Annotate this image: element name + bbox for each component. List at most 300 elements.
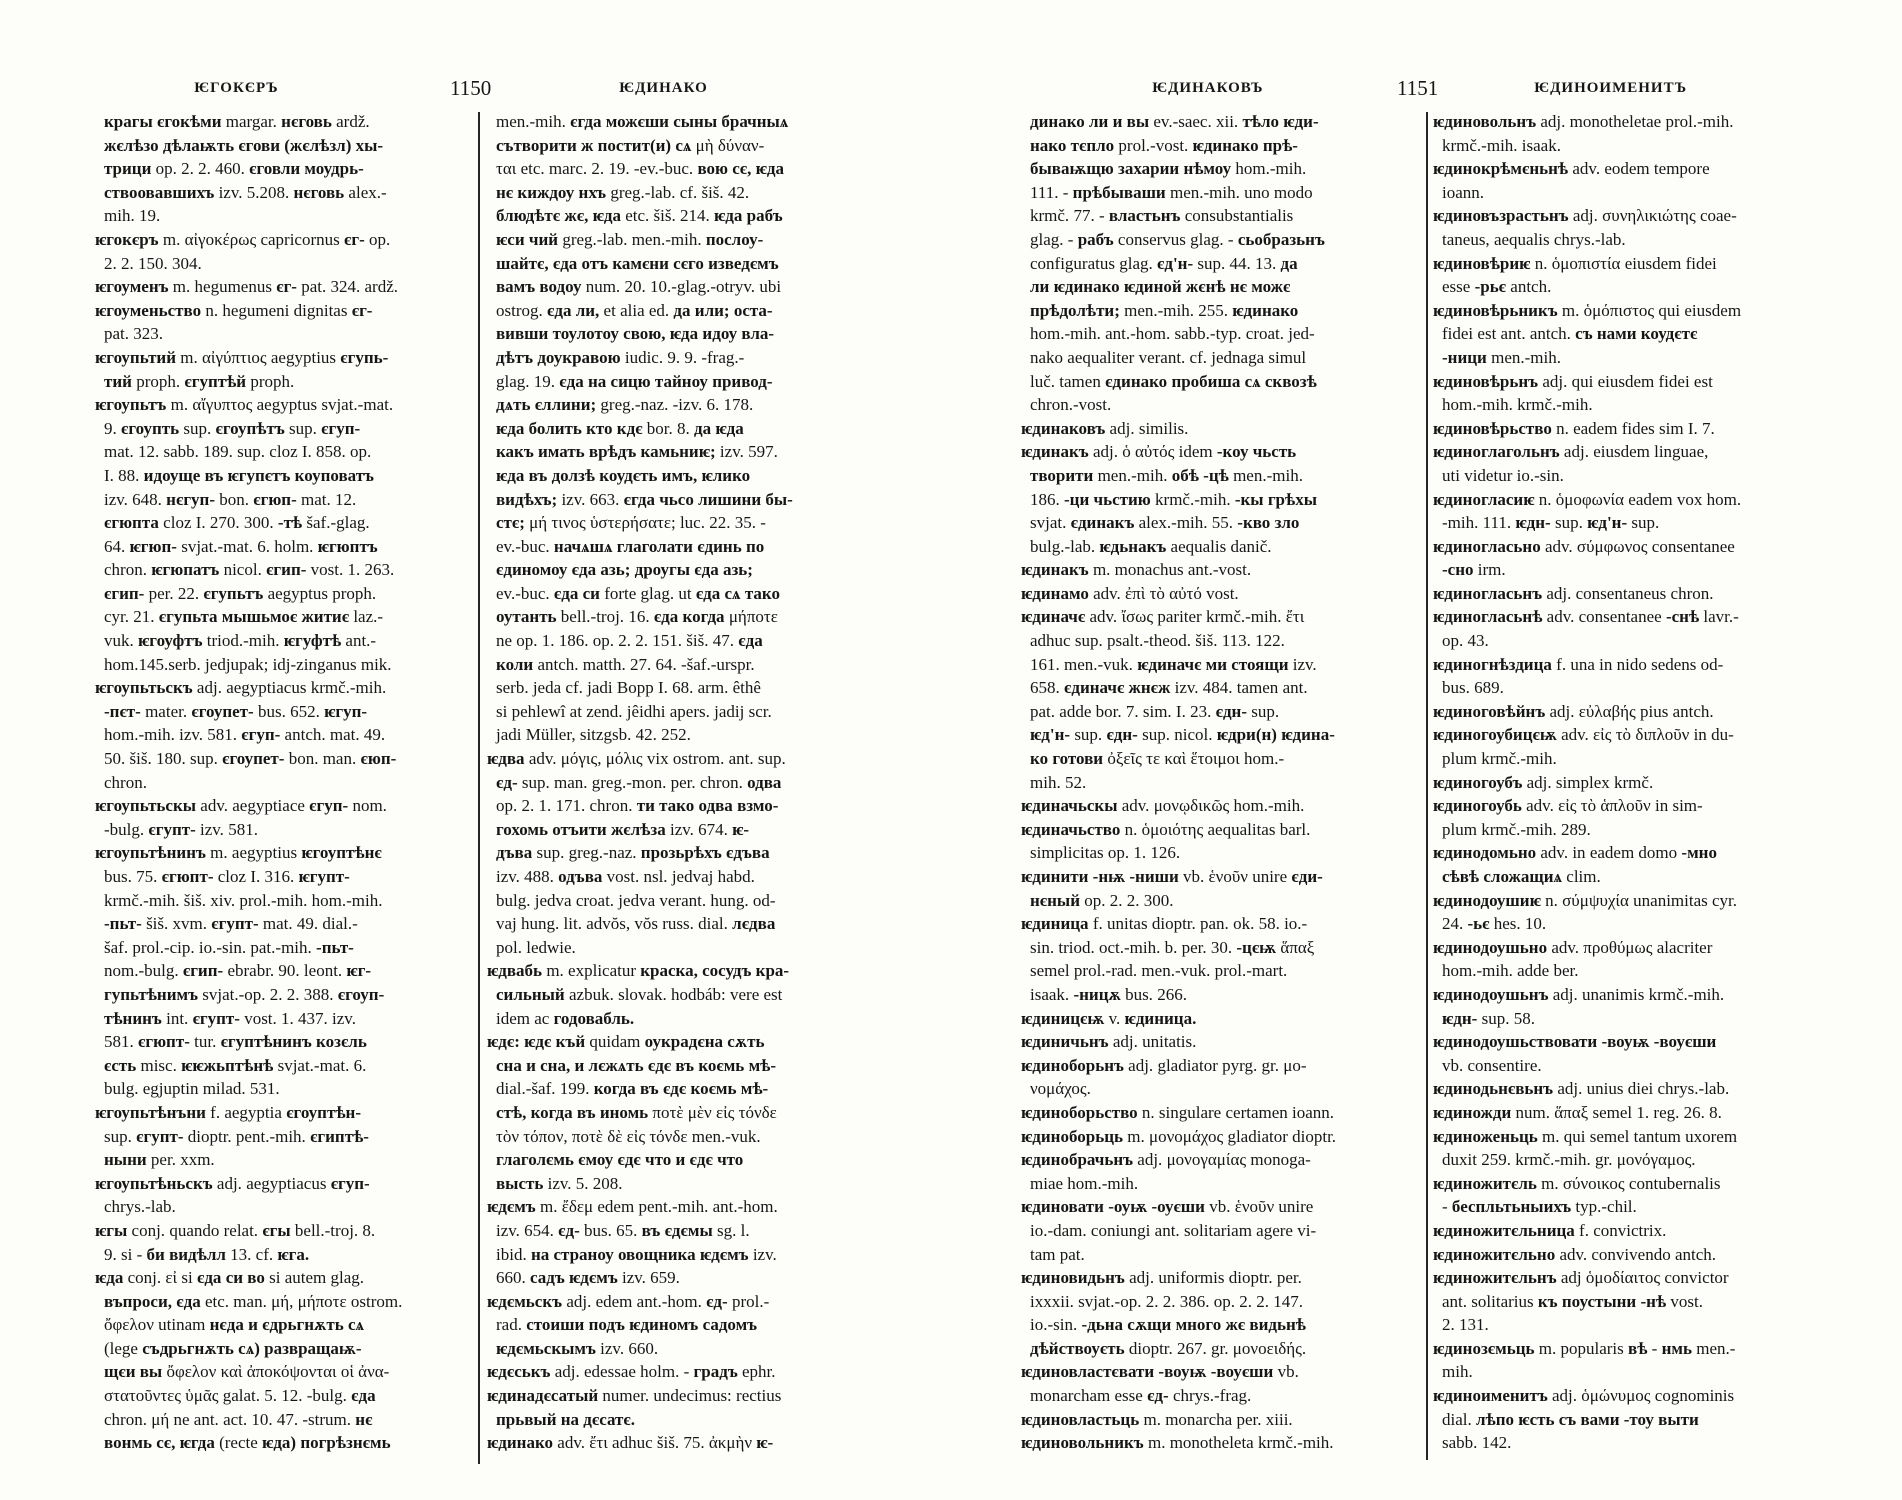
text-line: ѥда conj. εἰ si єда си во si autem glag.	[95, 1268, 365, 1288]
slavonic-word: ѥдиногоубицєѭ	[1433, 725, 1557, 745]
slavonic-word: подъ	[588, 1315, 625, 1335]
slavonic-word: ѥ-	[756, 1433, 774, 1453]
slavonic-word: когда	[530, 1102, 573, 1122]
slavonic-word: -кы	[1234, 489, 1264, 509]
slavonic-word: ли	[1030, 277, 1050, 297]
text-line: 581. єгюпт- tur. єгуптѣнинъ козєль	[104, 1032, 367, 1052]
slavonic-word: лѣпо	[1476, 1409, 1515, 1429]
text-line: - беспльтьныихъ typ.-chil.	[1442, 1197, 1637, 1217]
slavonic-word: нако	[1030, 135, 1067, 155]
text-line: 9. si - би видѣлл 13. cf. ѥга.	[104, 1244, 310, 1264]
slavonic-word: погрѣзнємь	[300, 1433, 391, 1453]
text-line: io.-sin. -дьна сѫщи много жє видьнѣ	[1030, 1315, 1306, 1335]
slavonic-word: єгоупет-	[191, 701, 254, 721]
text-line: -mih. 111. ѥдн- sup. ѥд'н- sup.	[1442, 513, 1660, 533]
text-line: высть izv. 5. 208.	[496, 1173, 623, 1193]
slavonic-word: по	[745, 536, 765, 556]
text-line: 2. 2. 150. 304.	[104, 253, 202, 273]
slavonic-word: ѥдвабь	[487, 961, 543, 981]
slavonic-word: чьсо	[659, 489, 694, 509]
text-line: vuk. ѥгоуфтъ triod.-mih. ѥгуфтѣ ant.-	[104, 631, 377, 651]
slavonic-word: и	[675, 1150, 686, 1170]
slavonic-word: прѣ-	[1262, 135, 1298, 155]
slavonic-word: ѥдєськъ	[487, 1362, 551, 1382]
slavonic-word: ѥгоуменъ	[95, 277, 169, 297]
slavonic-word: бываѭщю	[1030, 159, 1114, 179]
text-line: I. 88. идоуще въ ѥгупєтъ коуповатъ	[104, 465, 374, 485]
slavonic-word: камьниѥ;	[640, 442, 716, 462]
slavonic-word: єдє	[617, 1150, 641, 1170]
slavonic-word: єд-	[558, 1220, 580, 1240]
slavonic-word: єдинако	[1105, 371, 1168, 391]
text-line: pol. ledwie.	[496, 937, 576, 957]
text-line: сильный azbuk. slovak. hodbáb: vere est	[496, 984, 783, 1004]
slavonic-word: сѫть	[727, 1032, 765, 1052]
slavonic-word: ѥдиногоубь	[1433, 796, 1522, 816]
slavonic-word: вонмь	[104, 1433, 152, 1453]
text-line: ѥдиногласиѥ n. ὁμοφωνία eadem vox hom.	[1433, 489, 1742, 509]
text-line: ѥда болить кто кдє bor. 8. да ѥда	[496, 418, 744, 438]
running-head-right: ѤДИНАКО	[619, 80, 708, 96]
slavonic-word: къ	[1537, 1291, 1558, 1311]
text-line: ѥдиначьскы adv. μονῳδικῶς hom.-mih.	[1021, 796, 1305, 816]
text-line: ѥгоуменъ m. hegumenus єг- pat. 324. ardž.	[95, 277, 398, 297]
slavonic-word: сѫщи	[1127, 1315, 1172, 1335]
slavonic-word: -коу	[1216, 442, 1249, 462]
running-head-left: ѤГОКЄРЪ	[194, 80, 279, 96]
slavonic-word: видьнѣ	[1249, 1315, 1306, 1335]
slavonic-word: єгупт-	[211, 914, 259, 934]
slavonic-word: съ	[1575, 324, 1593, 344]
text-line: -bulg. єгупт- izv. 581.	[104, 819, 258, 839]
slavonic-word: и	[248, 1315, 258, 1335]
slavonic-word: -тѣ	[277, 513, 303, 533]
slavonic-word: динако	[1030, 112, 1085, 131]
text-line: ѥдиновѣрьство n. eadem fides sim I. 7.	[1433, 418, 1715, 438]
text-line: ostrog. єда ли, et alia ed. да или; оста-	[496, 300, 773, 320]
text-line: configuratus glag. єд'н- sup. 44. 13. да	[1030, 253, 1298, 273]
slavonic-word: ѥд'н-	[1587, 513, 1628, 533]
text-line: hom.-mih. krmč.-mih.	[1442, 395, 1593, 415]
slavonic-word: сѧ	[1244, 371, 1261, 391]
text-line: дѧть єллини; greg.-naz. -izv. 6. 178.	[496, 395, 754, 415]
text-line: jadi Müller, sitzgsb. 42. 252.	[496, 725, 691, 745]
slavonic-word: -дьна	[1081, 1315, 1124, 1335]
slavonic-word: на	[587, 371, 607, 391]
text-line: ѥгоупьтѣнъни f. aegyptia єгоуптѣн-	[95, 1102, 361, 1122]
slavonic-word: ѥгоупьтѣньскъ	[95, 1173, 213, 1193]
text-line: ко готови ὀξεῖς τε καὶ ἕτοιμοι hom.-	[1030, 749, 1285, 769]
text-line: izv. 488. одъва vost. nsl. jedvaj habd.	[496, 867, 755, 886]
slavonic-word: ѥдинокрѣмєньнѣ	[1433, 159, 1569, 179]
text-line: bulg.-lab. ѥдьнакъ aequalis danič.	[1030, 536, 1272, 556]
text-line: дъва sup. greg.-naz. прозьрѣхъ єдъва	[496, 843, 770, 863]
slavonic-word: -нѭ	[1092, 867, 1126, 886]
slavonic-word: дѣтъ	[496, 347, 534, 367]
text-line: ѥгоупьтѣнинъ m. aegyptius ѥгоуптѣнє	[95, 843, 382, 863]
slavonic-word: си	[582, 583, 600, 603]
slavonic-word: стѣ,	[496, 1102, 527, 1122]
slavonic-word: ѥдн-	[1515, 513, 1551, 533]
slavonic-word: -снѣ	[1665, 607, 1700, 627]
slavonic-word: ѥдиница.	[1124, 1008, 1197, 1028]
text-line	[487, 1408, 889, 1432]
slavonic-word: би	[146, 1244, 165, 1264]
slavonic-word: чий	[528, 229, 559, 249]
text-line: bus. 689.	[1442, 678, 1504, 698]
slavonic-word: чьстию	[1093, 489, 1151, 509]
slavonic-word: єдє	[662, 1079, 687, 1099]
text-line: ѥд'н- sup. єдн- sup. nicol. ѥдри(н) ѥдина-	[1030, 725, 1335, 745]
slavonic-word: брачныѧ	[721, 112, 789, 131]
slavonic-word: тако	[659, 796, 695, 816]
slavonic-word: ѥдри(н)	[1216, 725, 1277, 745]
text-line: op. 43.	[1442, 631, 1489, 651]
text-line: какъ имать врѣдъ камьниѥ; izv. 597.	[496, 442, 778, 462]
slavonic-word: ѥгупт-	[298, 867, 350, 886]
slavonic-word: годовабль.	[553, 1008, 635, 1028]
slavonic-word: єда	[653, 607, 679, 627]
slavonic-word: ѥдиноборьнъ	[1021, 1055, 1124, 1075]
text-line: mih. 52.	[1030, 772, 1087, 792]
text-line: -ници men.-mih.	[1442, 347, 1561, 367]
text-line: monarcham esse єд- chrys.-frag.	[1030, 1386, 1252, 1406]
text-line: io.-dam. coniungi ant. solitariam agere vi-	[1030, 1220, 1317, 1240]
text-line: ѥдиноговѣйнъ adj. εὐλαβής pius antch.	[1433, 701, 1714, 721]
slavonic-word: ѥдиноженьць	[1433, 1126, 1538, 1146]
text-line: hom.-mih. adde ber.	[1442, 961, 1579, 981]
text-line: uti videtur io.-sin.	[1442, 465, 1564, 485]
slavonic-word: ѥгоуфтъ	[138, 631, 203, 651]
slavonic-word: беспльтьныихъ	[1451, 1197, 1572, 1217]
text-line: коли antch. matth. 27. 64. -šaf.-urspr.	[496, 654, 755, 674]
slavonic-word: отъ	[581, 253, 609, 273]
slavonic-word: єгда	[623, 489, 655, 509]
slavonic-word: ѥдиновластєвати	[1021, 1362, 1155, 1382]
slavonic-word: ко	[1030, 749, 1049, 769]
text-line: ѥдинодоушиѥ n. σύμψυχία unanimitas cyr.	[1433, 890, 1738, 910]
slavonic-word: -оуєши	[1151, 1197, 1205, 1217]
text-line: νομάχος.	[1030, 1079, 1091, 1099]
slavonic-word: ѥдва	[487, 749, 525, 769]
text-line	[1433, 1030, 1835, 1054]
slavonic-word: ѥѥжьптѣнѣ	[181, 1055, 274, 1075]
slavonic-word: єг-	[276, 277, 297, 297]
slavonic-word: долзѣ	[551, 465, 596, 485]
text-line: ѥдєськъ adj. edessae holm. - градъ ephr.	[487, 1362, 776, 1382]
slavonic-word: да	[673, 300, 691, 320]
slavonic-word: дѣлаѭть	[162, 135, 235, 155]
text-line: дѣйствоуєть dioptr. 267. gr. μονοειδής.	[1030, 1338, 1307, 1358]
slavonic-word: єгюп-	[253, 489, 297, 509]
slavonic-word: видѣхъ;	[496, 489, 558, 509]
slavonic-word: краска,	[640, 961, 698, 981]
text-line: ev.-buc. начѧшѧ глаголати єдинь по	[496, 536, 765, 556]
slavonic-word: єгуптѣнинъ	[220, 1032, 312, 1052]
text-line: miae hom.-mih.	[1030, 1173, 1139, 1193]
slavonic-word: рабъ	[746, 206, 783, 226]
slavonic-word: одъва	[558, 867, 603, 886]
slavonic-word: водоу	[539, 277, 582, 297]
slavonic-word: гохомь	[496, 819, 548, 839]
page-1151-column-1	[1021, 110, 1421, 1470]
text-line: стѣ, когда въ иномь ποτὲ μὲν εἰς τόνδε	[496, 1102, 777, 1122]
slavonic-word: ѥда	[755, 159, 785, 179]
slavonic-word: ѥгупєтъ	[227, 465, 291, 485]
text-line: єд- sup. man. greg.-mon. per. chron. одва	[496, 772, 782, 792]
slavonic-word: -кво	[1237, 513, 1271, 533]
column-divider	[1426, 112, 1428, 1460]
slavonic-word: коли	[496, 654, 534, 674]
slavonic-word: ѥдина-	[1281, 725, 1335, 745]
page-1150-column-1	[95, 110, 475, 1470]
text-line: ѥдиновидьнъ adj. uniformis dioptr. per.	[1021, 1268, 1302, 1288]
slavonic-word: прьвый	[496, 1409, 557, 1429]
slavonic-word: коємь	[690, 1079, 737, 1099]
text-line: ѥдиноименитъ adj. ὁμώνυμος cognominis	[1433, 1386, 1735, 1406]
text-line: (lege съдрьгнѫть сѧ) развращаѭ-	[104, 1338, 362, 1358]
slavonic-word: ѥгоуменьство	[95, 300, 202, 320]
slavonic-word: козєль	[316, 1032, 367, 1052]
text-line: въпроси, єда etc. man. μή, μήποτε ostrom.	[104, 1291, 403, 1311]
text-line: 9. єгоупть sup. єгоупѣтъ sup. єгуп-	[104, 418, 361, 438]
slavonic-word: ѥдємьскъ	[487, 1291, 563, 1311]
slavonic-word: єюп-	[360, 749, 397, 769]
text-line: блюдѣтє жє, ѥда etc. šiš. 214. ѥда рабъ	[496, 206, 783, 226]
slavonic-word: ѥгоупьтий	[95, 347, 177, 367]
slavonic-word: крагы	[104, 112, 153, 131]
text-line: єгип- per. 22. єгупьтъ aegyptus proph.	[104, 583, 377, 603]
slavonic-word: оукрадєна	[644, 1032, 723, 1052]
slavonic-word: можєши	[605, 112, 669, 131]
slavonic-word: вы	[139, 1362, 163, 1382]
slavonic-word: высть	[496, 1173, 544, 1193]
slavonic-word: щєи	[104, 1362, 136, 1382]
text-line: сѣвѣ сложащиѧ clim.	[1442, 867, 1601, 886]
slavonic-word: на	[530, 1244, 550, 1264]
text-line: isaak. -ницѫ bus. 266.	[1030, 984, 1187, 1004]
slavonic-word: трици	[104, 159, 152, 179]
slavonic-word: стоиши	[526, 1315, 585, 1335]
text-line: vaj hung. lit. advŏs, vŏs russ. dial. лєдва	[496, 914, 776, 934]
text-line: стє; μή τινος ὑστερήσατε; luc. 22. 35. -	[496, 513, 766, 533]
slavonic-word: ѥгоуптѣнє	[301, 843, 382, 863]
slavonic-word: єда	[547, 300, 572, 320]
slavonic-word: сна	[496, 1055, 522, 1075]
slavonic-word: одва	[747, 772, 782, 792]
slavonic-word: мышьмоє	[221, 607, 298, 627]
slavonic-word: болить	[528, 418, 582, 438]
slavonic-word: ѥгда	[179, 1433, 215, 1453]
text-line: ѥдинакъ m. monachus ant.-vost.	[1021, 560, 1252, 580]
text-line: єгюпта cloz I. 270. 300. -тѣ šaf.-glag.	[104, 513, 370, 533]
slavonic-word: ѥгюпатъ	[151, 560, 220, 580]
slavonic-word: обѣ	[1171, 465, 1199, 485]
slavonic-word: ствоовавшихъ	[104, 182, 215, 202]
text-line: ixxxii. svjat.-op. 2. 2. 386. op. 2. 2. 147.	[1030, 1291, 1303, 1311]
slavonic-word: выти	[1658, 1409, 1699, 1429]
text-line: sin. triod. oct.-mih. b. per. 30. -цєѭ ἅπαξ	[1030, 937, 1315, 957]
text-line: ѥдиничьнъ adj. unitatis.	[1021, 1032, 1197, 1052]
slavonic-word: сътворити	[496, 135, 577, 155]
slavonic-word: сна,	[540, 1055, 571, 1075]
text-line: ant. solitarius къ поустыни -нѣ vost.	[1442, 1291, 1703, 1311]
slavonic-word: -воуєши	[1210, 1362, 1274, 1382]
slavonic-word: властьнъ	[1108, 206, 1181, 226]
text-line: ѥгоуменьство n. hegumeni dignitas єг-	[95, 300, 373, 320]
text-line: chron. μή ne ant. act. 10. 47. -strum. нє	[104, 1409, 373, 1429]
slavonic-word: глаголати	[616, 536, 693, 556]
slavonic-word: сѧ	[347, 1315, 365, 1335]
text-line: сътворити ж постит(и) сѧ μὴ δύναν-	[496, 135, 765, 155]
text-line: mih. 19.	[104, 206, 161, 226]
slavonic-word: -цєѭ	[1236, 937, 1277, 957]
text-line: dial.-šaf. 199. когда въ єдє коємь мѣ-	[496, 1079, 769, 1099]
slavonic-word: можє	[1251, 277, 1291, 297]
slavonic-word: -ьє	[1467, 914, 1490, 934]
slavonic-word: ѥдинити	[1021, 867, 1089, 886]
slavonic-word: ѥдиница	[1021, 914, 1089, 934]
text-line: ѥдиноглагольнъ adj. eiusdem linguae,	[1433, 442, 1709, 462]
slavonic-word: єгуп-	[330, 1173, 370, 1193]
slavonic-word: начѧшѧ	[553, 536, 613, 556]
slavonic-word: вивши	[496, 324, 549, 344]
slavonic-word: ѥ-	[732, 819, 750, 839]
text-line: sup. єгупт- dioptr. pent.-mih. єгиптѣ-	[104, 1126, 369, 1146]
text-line: chron.	[104, 772, 147, 792]
slavonic-word: сильный	[496, 984, 565, 1004]
slavonic-word: ѥдиногласьнъ	[1433, 583, 1543, 603]
slavonic-word: -оуѭ	[1108, 1197, 1148, 1217]
slavonic-word: ѥдиноглагольнъ	[1433, 442, 1560, 462]
text-line: гохомь отъити жєлѣза izv. 674. ѥ-	[496, 819, 750, 839]
slavonic-word: да	[694, 418, 712, 438]
slavonic-word: єдн-	[1106, 725, 1138, 745]
text-line: динако ли и вы ev.-saec. xii. тѣло ѥди-	[1030, 112, 1319, 131]
text-line: bulg. jedva croat. jedva verant. hung. od-	[496, 890, 776, 910]
text-line: ѥдиножитєльница f. convictrix.	[1433, 1220, 1667, 1240]
slavonic-word: стоящи	[1231, 654, 1289, 674]
text-line: ѥдиначє adv. ἴσως pariter krmč.-mih. ἔτι	[1021, 607, 1305, 627]
slavonic-word: ѥдиновъзрастьнъ	[1433, 206, 1569, 226]
slavonic-word: нєговь	[293, 182, 345, 202]
slavonic-word: готови	[1052, 749, 1104, 769]
slavonic-word: нхъ	[578, 182, 607, 202]
text-line: ѥгокєръ m. αἰγοκέρως capricornus єг- op.	[95, 229, 391, 249]
slavonic-word: блюдѣтє	[496, 206, 561, 226]
slavonic-word: вами	[1580, 1409, 1620, 1429]
text-line: ныни per. xxm.	[104, 1150, 215, 1170]
text-line: 24. -ьє hes. 10.	[1442, 914, 1547, 934]
slavonic-word: ѥгуп-	[324, 701, 368, 721]
text-line: щєи вы ὄφελον καὶ ἀποκόψονται οἱ ἀνα-	[104, 1362, 390, 1382]
slavonic-word: тий	[104, 371, 132, 391]
slavonic-word: ѥдиной	[1123, 277, 1182, 297]
slavonic-word: ти	[636, 796, 655, 816]
slavonic-word: прѣдолѣти;	[1030, 300, 1120, 320]
slavonic-word: єда	[351, 1386, 376, 1406]
slavonic-word: -пьт-	[316, 937, 354, 957]
slavonic-word: ѥдинако	[1192, 135, 1259, 155]
text-line: вонмь сє, ѥгда (recte ѥда) погрѣзнємь	[104, 1433, 391, 1453]
slavonic-word: ѥдиновидьнъ	[1021, 1268, 1125, 1288]
slavonic-word: єдиначє	[1064, 678, 1125, 698]
slavonic-word: -воуєши	[1653, 1032, 1717, 1052]
text-line: нєный op. 2. 2. 300.	[1030, 890, 1174, 910]
slavonic-word: нє	[496, 182, 514, 202]
slavonic-word: имать	[538, 442, 585, 462]
slavonic-word: єгупь-	[340, 347, 389, 367]
text-line: ѥдиновластьць m. monarcha per. xiii.	[1021, 1409, 1293, 1429]
slavonic-word: ѥдиножди	[1433, 1102, 1512, 1122]
slavonic-word: єдинакъ	[1070, 513, 1135, 533]
slavonic-word: ѥдинодоушьно	[1433, 937, 1548, 957]
text-line: tam pat.	[1030, 1244, 1085, 1264]
slavonic-word: -рьє	[1474, 277, 1507, 297]
text-line: ὄφελον utinam нєда и єдрьгнѫть сѧ	[104, 1315, 365, 1335]
text-line: ѥдиножитєльнъ adj ὁμοδίαιτος convictor	[1433, 1268, 1729, 1288]
slavonic-word: нєгуп-	[166, 489, 215, 509]
slavonic-word: ѥдиногоубъ	[1433, 772, 1523, 792]
slavonic-word: ли,	[575, 300, 600, 320]
slavonic-word: сьобразьнъ	[1237, 229, 1325, 249]
slavonic-word: ѥгоупьтьскъ	[95, 678, 193, 698]
slavonic-word: дроугы	[634, 560, 691, 580]
text-line	[487, 322, 889, 346]
slavonic-word: єдъва	[726, 843, 770, 863]
slavonic-word: привод-	[712, 371, 773, 391]
slavonic-word: єг-	[344, 229, 365, 249]
slavonic-word: єда	[196, 1268, 222, 1288]
slavonic-word: ѥдиноговѣйнъ	[1433, 701, 1546, 721]
slavonic-word: єгоуптѣн-	[286, 1102, 361, 1122]
slavonic-word: ѥдиновластьць	[1021, 1409, 1140, 1429]
text-line: ѥдинобрачьнъ adj. μονογαμίας monoga-	[1021, 1150, 1311, 1170]
slavonic-word: изведємъ	[708, 253, 779, 273]
slavonic-word: єгупт-	[148, 819, 196, 839]
text-line: ѥдинамо adv. ἐπὶ τὸ αὐτό vost.	[1021, 583, 1239, 603]
slavonic-word: єдрьгнѫть	[262, 1315, 344, 1335]
text-line: idem ac годовабль.	[496, 1008, 635, 1028]
text-line: ѥдиногоубицєѭ adv. εἰς τὸ διπλοῦν in du-	[1433, 725, 1734, 745]
slavonic-word: азь;	[600, 560, 631, 580]
slavonic-word: сєго	[673, 253, 704, 273]
text-line: ѥдинодомьно adv. in eadem domo -мно	[1433, 843, 1717, 863]
text-line: 111. - прѣбываши men.-mih. uno modo	[1030, 182, 1313, 202]
text-line: semel prol.-rad. men.-vuk. prol.-mart.	[1030, 961, 1288, 981]
slavonic-word: оутанть	[496, 607, 557, 627]
text-line: ѥдинодьнєвьнъ adj. unius diei chrys.-lab.	[1433, 1079, 1730, 1099]
slavonic-word: ѥдинодомьно	[1433, 843, 1537, 863]
slavonic-word: камєни	[612, 253, 669, 273]
slavonic-word: єда	[738, 631, 763, 651]
slavonic-word: жє,	[564, 206, 589, 226]
slavonic-word: ѥда	[714, 206, 743, 226]
slavonic-word: творити	[1030, 465, 1094, 485]
slavonic-word: мѣ-	[748, 1055, 777, 1075]
slavonic-word: доукравою	[537, 347, 621, 367]
text-line: simplicitas op. 1. 126.	[1030, 843, 1181, 863]
slavonic-word: зло	[1274, 513, 1300, 533]
text-line: krmč.-mih. isaak.	[1442, 135, 1561, 155]
slavonic-word: мѣ-	[740, 1079, 769, 1099]
slavonic-word: ѥдинадєсатый	[487, 1386, 599, 1406]
text-line: hom.-mih. izv. 581. єгуп- antch. mat. 49.	[104, 725, 386, 745]
text-line: chron. ѥгюпатъ nicol. єгип- vost. 1. 263.	[104, 560, 395, 580]
text-line: chrys.-lab.	[104, 1197, 176, 1217]
slavonic-word: сє,	[732, 159, 752, 179]
slavonic-word: ѥдинодоушьствовати	[1433, 1032, 1598, 1052]
